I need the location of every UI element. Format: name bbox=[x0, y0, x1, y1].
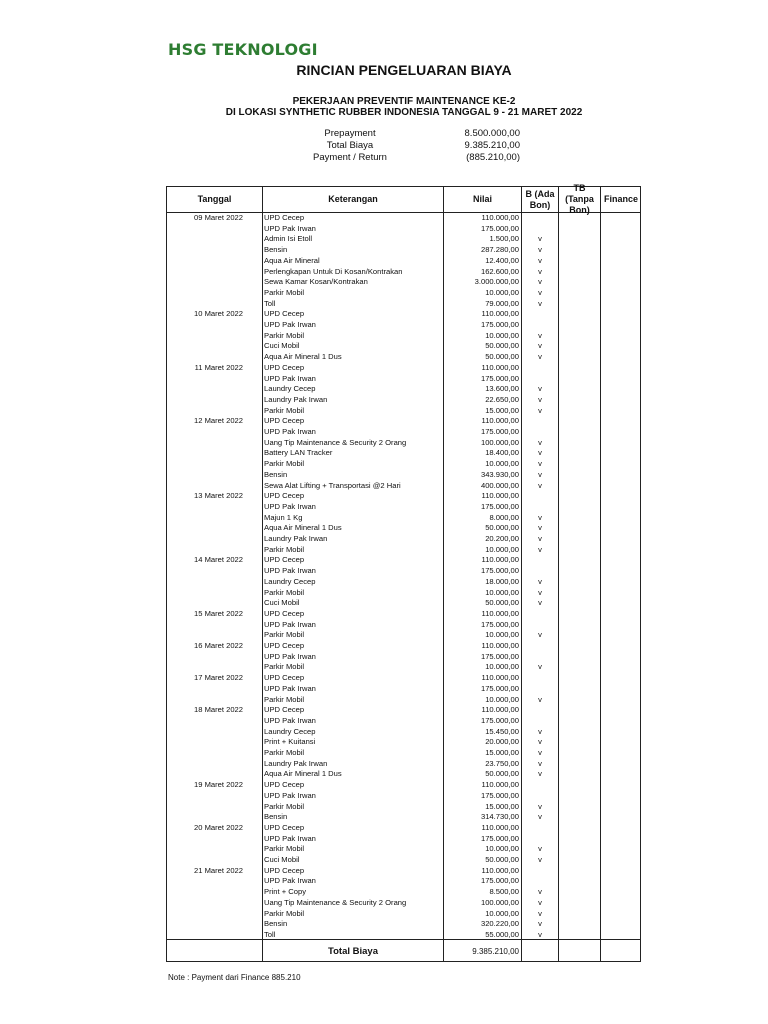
table-row bbox=[167, 395, 640, 406]
row-amount: 110.000,00 bbox=[481, 491, 519, 501]
summary-total-biaya bbox=[290, 140, 530, 152]
row-b-check: v bbox=[538, 234, 542, 244]
row-description: Parkir Mobil bbox=[264, 662, 305, 672]
cost-summary bbox=[290, 128, 530, 164]
table-row bbox=[167, 695, 640, 706]
row-amount: 1.500,00 bbox=[489, 234, 519, 244]
summary-label: Payment / Return bbox=[313, 152, 387, 163]
page-title: RINCIAN PENGELUARAN BIAYA bbox=[296, 62, 512, 78]
table-row bbox=[167, 855, 640, 866]
row-description: Parkir Mobil bbox=[264, 630, 305, 640]
table-row bbox=[167, 245, 640, 256]
row-amount: 79.000,00 bbox=[485, 298, 519, 308]
summary-value: 9.385.210,00 bbox=[464, 140, 520, 151]
row-description: UPD Cecep bbox=[264, 309, 305, 319]
row-description: Aqua Air Mineral 1 Dus bbox=[264, 352, 342, 362]
row-amount: 15.000,00 bbox=[485, 405, 519, 415]
row-description: Cuci Mobil bbox=[264, 598, 300, 608]
row-amount: 175.000,00 bbox=[480, 320, 519, 329]
row-amount: 18.400,00 bbox=[485, 448, 519, 458]
row-description: Toll bbox=[264, 298, 276, 308]
row-description: Sewa Alat Lifting + Transportasi @2 Hari bbox=[264, 480, 401, 490]
table-row bbox=[167, 588, 640, 599]
row-description: Uang Tip Maintenance & Security 2 Orang bbox=[264, 897, 407, 907]
row-description: Cuci Mobil bbox=[264, 855, 300, 864]
row-description: Aqua Air Mineral 1 Dus bbox=[264, 769, 342, 779]
row-b-check: v bbox=[538, 630, 542, 640]
row-b-check: v bbox=[538, 384, 542, 394]
row-date: 13 Maret 2022 bbox=[194, 491, 243, 501]
table-header bbox=[167, 183, 640, 215]
row-description: Parkir Mobil bbox=[264, 587, 305, 597]
row-amount: 50.000,00 bbox=[485, 769, 519, 779]
row-amount: 10.000,00 bbox=[485, 330, 519, 340]
row-date: 18 Maret 2022 bbox=[194, 705, 243, 715]
row-amount: 110.000,00 bbox=[481, 822, 519, 832]
row-description: Parkir Mobil bbox=[264, 287, 305, 297]
row-b-check: v bbox=[538, 448, 542, 458]
row-amount: 10.000,00 bbox=[485, 908, 519, 918]
table-row bbox=[167, 759, 640, 770]
table-row bbox=[167, 748, 640, 759]
row-b-check: v bbox=[538, 255, 542, 265]
row-date: 11 Maret 2022 bbox=[194, 362, 243, 372]
row-date: 19 Maret 2022 bbox=[194, 780, 243, 790]
row-b-check: v bbox=[538, 298, 542, 308]
row-description: Parkir Mobil bbox=[264, 844, 305, 854]
table-row bbox=[167, 555, 640, 566]
row-amount: 55.000,00 bbox=[485, 929, 519, 939]
row-b-check: v bbox=[538, 587, 542, 597]
row-b-check: v bbox=[538, 512, 542, 522]
table-row bbox=[167, 224, 640, 235]
row-date: 10 Maret 2022 bbox=[194, 309, 243, 319]
table-row bbox=[167, 534, 640, 545]
row-description: UPD Pak Irwan bbox=[264, 715, 316, 725]
row-description: Laundry Pak Irwan bbox=[264, 758, 328, 768]
footer-note: Note : Payment dari Finance 885.210 bbox=[168, 973, 301, 982]
row-amount: 50.000,00 bbox=[485, 341, 519, 351]
table-row bbox=[167, 374, 640, 385]
row-amount: 343.930,00 bbox=[480, 469, 519, 479]
header-tanggal: Tanggal bbox=[197, 194, 232, 204]
table-row bbox=[167, 481, 640, 492]
row-date: 09 Maret 2022 bbox=[194, 213, 243, 222]
row-amount: 175.000,00 bbox=[480, 790, 519, 800]
row-amount: 100.000,00 bbox=[480, 437, 519, 447]
table-row bbox=[167, 352, 640, 363]
table-row bbox=[167, 812, 640, 823]
row-amount: 175.000,00 bbox=[480, 427, 519, 436]
row-amount: 110.000,00 bbox=[481, 213, 519, 222]
table-row bbox=[167, 737, 640, 748]
row-description: Parkir Mobil bbox=[264, 801, 305, 811]
row-amount: 12.400,00 bbox=[485, 255, 519, 265]
row-date: 20 Maret 2022 bbox=[194, 822, 243, 832]
row-amount: 175.000,00 bbox=[480, 373, 519, 383]
row-amount: 110.000,00 bbox=[481, 865, 519, 875]
row-description: Majun 1 Kg bbox=[264, 512, 303, 522]
row-description: UPD Cecep bbox=[264, 822, 305, 832]
row-description: UPD Pak Irwan bbox=[264, 651, 316, 661]
row-amount: 175.000,00 bbox=[480, 651, 519, 661]
table-row bbox=[167, 834, 640, 845]
summary-label: Prepayment bbox=[324, 128, 376, 139]
row-description: Laundry Cecep bbox=[264, 384, 316, 394]
row-b-check: v bbox=[538, 737, 542, 747]
row-date: 14 Maret 2022 bbox=[194, 555, 243, 565]
table-row bbox=[167, 256, 640, 267]
table-row bbox=[167, 630, 640, 641]
table-row bbox=[167, 341, 640, 352]
row-b-check: v bbox=[538, 919, 542, 929]
row-description: UPD Cecep bbox=[264, 865, 305, 875]
row-description: Parkir Mobil bbox=[264, 748, 305, 757]
row-b-check: v bbox=[538, 544, 542, 554]
row-description: UPD Pak Irwan bbox=[264, 501, 316, 511]
table-row bbox=[167, 823, 640, 834]
table-row bbox=[167, 909, 640, 920]
table-row bbox=[167, 577, 640, 588]
row-description: Aqua Air Mineral bbox=[264, 255, 320, 265]
row-description: Uang Tip Maintenance & Security 2 Orang bbox=[264, 437, 407, 447]
row-amount: 50.000,00 bbox=[485, 523, 519, 533]
row-b-check: v bbox=[538, 662, 542, 672]
row-description: Parkir Mobil bbox=[264, 405, 305, 415]
row-description: UPD Cecep bbox=[264, 641, 305, 650]
row-amount: 175.000,00 bbox=[480, 833, 519, 843]
row-date: 12 Maret 2022 bbox=[194, 416, 243, 426]
row-amount: 110.000,00 bbox=[481, 309, 519, 319]
table-row bbox=[167, 438, 640, 449]
row-b-check: v bbox=[538, 855, 542, 864]
row-b-check: v bbox=[538, 801, 542, 811]
subtitle-project: PEKERJAAN PREVENTIF MAINTENANCE KE-2 bbox=[292, 96, 516, 107]
row-date: 16 Maret 2022 bbox=[194, 641, 243, 650]
row-amount: 50.000,00 bbox=[485, 855, 519, 864]
row-amount: 175.000,00 bbox=[480, 223, 519, 233]
row-amount: 10.000,00 bbox=[485, 587, 519, 597]
row-amount: 175.000,00 bbox=[480, 566, 519, 576]
table-row bbox=[167, 213, 640, 224]
row-amount: 10.000,00 bbox=[485, 844, 519, 854]
table-row bbox=[167, 566, 640, 577]
row-amount: 287.280,00 bbox=[480, 245, 519, 255]
row-amount: 8.500,00 bbox=[489, 887, 519, 897]
table-row bbox=[167, 299, 640, 310]
row-date: 21 Maret 2022 bbox=[194, 865, 243, 875]
row-description: Laundry Pak Irwan bbox=[264, 394, 328, 404]
table-row bbox=[167, 331, 640, 342]
row-amount: 110.000,00 bbox=[481, 780, 519, 790]
table-row bbox=[167, 416, 640, 427]
row-amount: 10.000,00 bbox=[485, 459, 519, 469]
row-description: UPD Cecep bbox=[264, 213, 305, 222]
table-row bbox=[167, 684, 640, 695]
row-b-check: v bbox=[538, 277, 542, 287]
row-description: Parkir Mobil bbox=[264, 694, 305, 704]
row-amount: 314.730,00 bbox=[480, 812, 519, 822]
table-row bbox=[167, 384, 640, 395]
table-row bbox=[167, 598, 640, 609]
row-b-check: v bbox=[538, 459, 542, 469]
row-b-check: v bbox=[538, 726, 542, 736]
row-b-check: v bbox=[538, 266, 542, 276]
row-description: UPD Pak Irwan bbox=[264, 833, 316, 843]
row-amount: 8.000,00 bbox=[489, 512, 519, 522]
summary-value: 8.500.000,00 bbox=[464, 128, 520, 139]
row-description: Perlengkapan Untuk Di Kosan/Kontrakan bbox=[264, 266, 403, 276]
row-b-check: v bbox=[538, 929, 542, 939]
row-amount: 13.600,00 bbox=[485, 384, 519, 394]
row-description: Bensin bbox=[264, 245, 288, 255]
row-b-check: v bbox=[538, 352, 542, 362]
table-row bbox=[167, 491, 640, 502]
row-description: Bensin bbox=[264, 469, 288, 479]
row-b-check: v bbox=[538, 437, 542, 447]
row-description: Print + Copy bbox=[264, 887, 306, 897]
table-row bbox=[167, 887, 640, 898]
table-row bbox=[167, 288, 640, 299]
row-amount: 20.000,00 bbox=[485, 737, 519, 747]
summary-payment-return bbox=[290, 152, 530, 164]
table-row bbox=[167, 513, 640, 524]
row-amount: 10.000,00 bbox=[485, 694, 519, 704]
header-finance: Finance bbox=[603, 194, 638, 204]
row-description: Battery LAN Tracker bbox=[264, 448, 333, 458]
table-row bbox=[167, 780, 640, 791]
row-amount: 10.000,00 bbox=[485, 287, 519, 297]
table-row bbox=[167, 866, 640, 877]
table-row bbox=[167, 363, 640, 374]
row-amount: 50.000,00 bbox=[485, 352, 519, 362]
subtitle-location: DI LOKASI SYNTHETIC RUBBER INDONESIA TANGGAL 9 - 21 MARET 2022 bbox=[225, 107, 583, 118]
row-b-check: v bbox=[538, 748, 542, 757]
header-nilai: Nilai bbox=[472, 194, 492, 204]
row-amount: 10.000,00 bbox=[485, 630, 519, 640]
row-description: UPD Pak Irwan bbox=[264, 223, 316, 233]
table-row bbox=[167, 769, 640, 780]
summary-value: (885.210,00) bbox=[466, 152, 520, 163]
table-row bbox=[167, 791, 640, 802]
table-row bbox=[167, 320, 640, 331]
row-amount: 110.000,00 bbox=[481, 673, 519, 683]
row-description: Admin Isi Etoll bbox=[264, 234, 313, 244]
table-row bbox=[167, 470, 640, 481]
row-b-check: v bbox=[538, 887, 542, 897]
row-amount: 50.000,00 bbox=[485, 598, 519, 608]
row-description: Parkir Mobil bbox=[264, 544, 305, 554]
table-row bbox=[167, 459, 640, 470]
table-row bbox=[167, 406, 640, 417]
table-row bbox=[167, 448, 640, 459]
table-row bbox=[167, 641, 640, 652]
table-row bbox=[167, 427, 640, 438]
table-row bbox=[167, 705, 640, 716]
row-description: Aqua Air Mineral 1 Dus bbox=[264, 523, 342, 533]
row-amount: 175.000,00 bbox=[480, 715, 519, 725]
row-b-check: v bbox=[538, 598, 542, 608]
table-row bbox=[167, 620, 640, 631]
row-amount: 15.000,00 bbox=[485, 748, 519, 757]
total-label: Total Biaya bbox=[328, 946, 378, 957]
row-description: UPD Cecep bbox=[264, 673, 305, 683]
table-row bbox=[167, 545, 640, 556]
row-description: Cuci Mobil bbox=[264, 341, 300, 351]
row-description: UPD Pak Irwan bbox=[264, 320, 316, 329]
table-row bbox=[167, 609, 640, 620]
row-amount: 110.000,00 bbox=[481, 608, 519, 618]
row-amount: 3.000.000,00 bbox=[474, 277, 519, 287]
row-description: Parkir Mobil bbox=[264, 459, 305, 469]
table-row bbox=[167, 502, 640, 513]
table-row bbox=[167, 876, 640, 887]
table-row bbox=[167, 309, 640, 320]
row-b-check: v bbox=[538, 480, 542, 490]
row-description: Toll bbox=[264, 929, 276, 939]
row-amount: 320.220,00 bbox=[480, 919, 519, 929]
row-amount: 110.000,00 bbox=[481, 705, 519, 715]
table-row bbox=[167, 662, 640, 673]
row-description: Sewa Kamar Kosan/Kontrakan bbox=[264, 277, 368, 287]
row-date: 17 Maret 2022 bbox=[194, 673, 243, 683]
row-description: UPD Cecep bbox=[264, 362, 305, 372]
row-amount: 15.450,00 bbox=[485, 726, 519, 736]
table-row bbox=[167, 844, 640, 855]
row-b-check: v bbox=[538, 394, 542, 404]
row-amount: 110.000,00 bbox=[481, 555, 519, 565]
row-amount: 162.600,00 bbox=[480, 266, 519, 276]
row-description: UPD Pak Irwan bbox=[264, 683, 316, 693]
row-b-check: v bbox=[538, 694, 542, 704]
row-description: UPD Pak Irwan bbox=[264, 790, 316, 800]
table-row bbox=[167, 898, 640, 909]
row-b-check: v bbox=[538, 897, 542, 907]
row-b-check: v bbox=[538, 341, 542, 351]
row-description: Laundry Cecep bbox=[264, 726, 316, 736]
row-amount: 175.000,00 bbox=[480, 501, 519, 511]
row-description: Parkir Mobil bbox=[264, 908, 305, 918]
table-row bbox=[167, 652, 640, 663]
row-description: Bensin bbox=[264, 812, 288, 822]
row-description: UPD Pak Irwan bbox=[264, 876, 316, 886]
row-amount: 100.000,00 bbox=[480, 897, 519, 907]
row-b-check: v bbox=[538, 844, 542, 854]
row-b-check: v bbox=[538, 812, 542, 822]
row-description: UPD Cecep bbox=[264, 416, 305, 426]
row-description: Laundry Pak Irwan bbox=[264, 534, 328, 543]
row-amount: 175.000,00 bbox=[480, 619, 519, 629]
row-amount: 15.000,00 bbox=[485, 801, 519, 811]
row-b-check: v bbox=[538, 287, 542, 297]
row-b-check: v bbox=[538, 758, 542, 768]
row-b-check: v bbox=[538, 245, 542, 255]
table-row bbox=[167, 523, 640, 534]
total-value: 9.385.210,00 bbox=[472, 947, 519, 956]
row-amount: 175.000,00 bbox=[480, 683, 519, 693]
table-row bbox=[167, 673, 640, 684]
row-amount: 175.000,00 bbox=[480, 876, 519, 886]
row-description: UPD Pak Irwan bbox=[264, 427, 316, 436]
row-description: Parkir Mobil bbox=[264, 330, 305, 340]
row-amount: 23.750,00 bbox=[485, 758, 519, 768]
header-b-ada-bon: B (Ada Bon) bbox=[525, 188, 555, 210]
row-date: 15 Maret 2022 bbox=[194, 608, 243, 618]
row-b-check: v bbox=[538, 769, 542, 779]
table-row bbox=[167, 234, 640, 245]
summary-label: Total Biaya bbox=[326, 140, 374, 151]
row-b-check: v bbox=[538, 330, 542, 340]
row-description: UPD Cecep bbox=[264, 608, 305, 618]
row-b-check: v bbox=[538, 908, 542, 918]
row-b-check: v bbox=[538, 576, 542, 586]
table-row bbox=[167, 716, 640, 727]
row-amount: 110.000,00 bbox=[481, 416, 519, 426]
table-row bbox=[167, 277, 640, 288]
row-amount: 20.200,00 bbox=[485, 534, 519, 543]
row-b-check: v bbox=[538, 534, 542, 543]
row-amount: 22.650,00 bbox=[485, 394, 519, 404]
row-amount: 10.000,00 bbox=[485, 662, 519, 672]
table-row bbox=[167, 802, 640, 813]
row-description: UPD Pak Irwan bbox=[264, 619, 316, 629]
header-tb-tanpa-bon: TB (Tanpa Bon) bbox=[565, 183, 594, 215]
row-description: Print + Kuitansi bbox=[264, 737, 316, 747]
row-b-check: v bbox=[538, 405, 542, 415]
header-keterangan: Keterangan bbox=[328, 194, 378, 204]
row-description: UPD Cecep bbox=[264, 491, 305, 501]
row-amount: 400.000,00 bbox=[480, 480, 519, 490]
total-row bbox=[167, 939, 640, 963]
row-amount: 18.000,00 bbox=[485, 576, 519, 586]
table-row bbox=[167, 727, 640, 738]
row-description: UPD Pak Irwan bbox=[264, 373, 316, 383]
row-description: UPD Cecep bbox=[264, 555, 305, 565]
row-b-check: v bbox=[538, 523, 542, 533]
table-row bbox=[167, 267, 640, 278]
company-logo: HSG TEKNOLOGI bbox=[168, 40, 318, 59]
row-description: UPD Cecep bbox=[264, 705, 305, 715]
row-description: UPD Pak Irwan bbox=[264, 566, 316, 576]
row-description: UPD Cecep bbox=[264, 780, 305, 790]
table-row bbox=[167, 919, 640, 930]
row-description: Laundry Cecep bbox=[264, 576, 316, 586]
row-b-check: v bbox=[538, 469, 542, 479]
row-amount: 10.000,00 bbox=[485, 544, 519, 554]
row-description: Bensin bbox=[264, 919, 288, 929]
summary-prepayment bbox=[290, 128, 530, 140]
row-amount: 110.000,00 bbox=[481, 362, 519, 372]
expense-table bbox=[166, 183, 641, 962]
row-amount: 110.000,00 bbox=[481, 641, 519, 650]
